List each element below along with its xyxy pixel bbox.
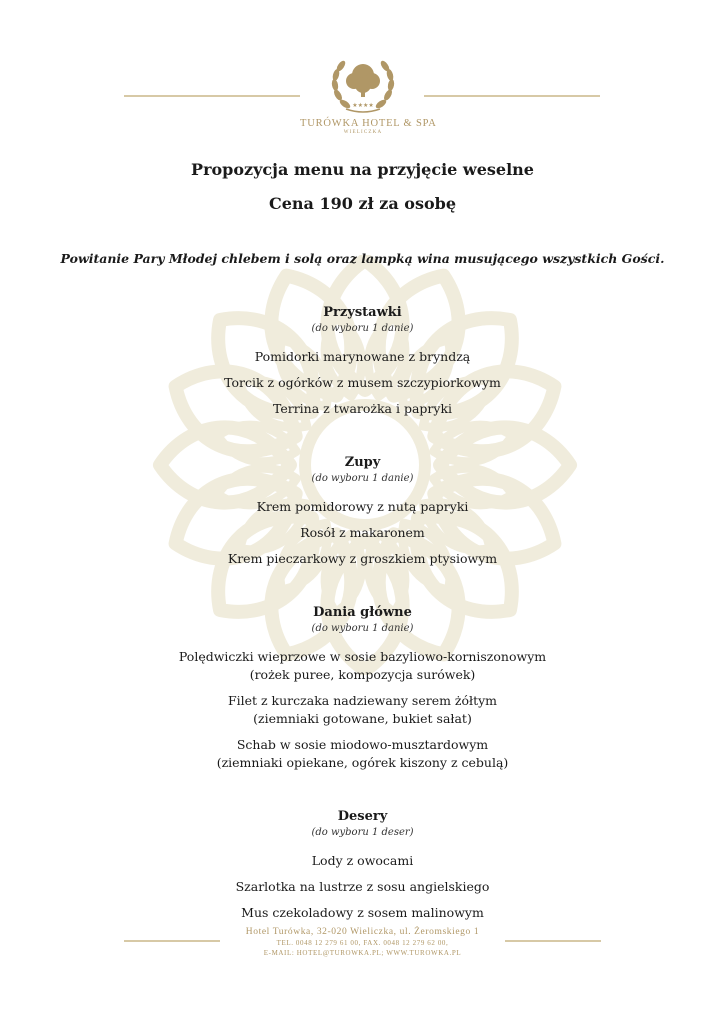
footer-address: Hotel Turówka, 32-020 Wieliczka, ul. Żeromskiego 1 xyxy=(245,927,480,937)
header-rule-left xyxy=(124,95,300,97)
menu-item-name: Rosół z makaronem xyxy=(300,525,425,540)
menu-content xyxy=(0,158,725,930)
menu-item xyxy=(0,648,725,684)
menu-item-name: Polędwiczki wieprzowe w sosie bazyliowo-korniszonowym xyxy=(178,649,547,664)
section-title: Zupy xyxy=(344,455,381,470)
menu-item xyxy=(0,348,725,366)
svg-text:★★★★: ★★★★ xyxy=(352,102,374,109)
logo-text: TURÓWKA HOTEL & SPA xyxy=(300,118,437,129)
footer-contact: E-MAIL: HOTEL@TUROWKA.PL; WWW.TUROWKA.PL xyxy=(263,949,462,957)
menu-item xyxy=(0,374,725,392)
menu-item-note: (ziemniaki gotowane, bukiet sałat) xyxy=(253,711,472,726)
menu-item-name: Szarlotka na lustrze z sosu angielskiego xyxy=(235,879,490,894)
menu-item xyxy=(0,692,725,728)
section-subtitle: (do wyboru 1 danie) xyxy=(311,323,414,334)
menu-item-name: Pomidorki marynowane z bryndzą xyxy=(254,349,471,364)
menu-sections xyxy=(0,304,725,922)
section-subtitle: (do wyboru 1 deser) xyxy=(311,827,414,838)
menu-item-note: (rożek puree, kompozycja surówek) xyxy=(249,667,476,682)
section-dania-glowne xyxy=(0,604,725,772)
logo-town: WIELICZKA xyxy=(343,130,383,135)
menu-item xyxy=(0,498,725,516)
price-heading: Cena 190 zł za osobę xyxy=(268,194,456,213)
menu-item-name: Krem pomidorowy z nutą papryki xyxy=(256,499,469,514)
welcome-text: Powitanie Pary Młodej chlebem i solą oraz lampką wina musującego wszystkich Gości. xyxy=(60,251,665,266)
menu-item-name: Torcik z ogórków z musem szczypiorkowym xyxy=(224,375,501,390)
menu-item-name: Lody z owocami xyxy=(311,853,414,868)
menu-item-name: Filet z kurczaka nadziewany serem żółtym xyxy=(227,693,498,708)
section-subtitle: (do wyboru 1 danie) xyxy=(311,623,414,634)
laurel-tree-icon xyxy=(328,55,398,117)
menu-item-name: Mus czekoladowy z sosem malinowym xyxy=(241,905,484,920)
section-subtitle: (do wyboru 1 danie) xyxy=(311,473,414,484)
hotel-logo xyxy=(300,55,437,135)
section-przystawki xyxy=(0,304,725,418)
section-zupy xyxy=(0,454,725,568)
menu-item-name: Schab w sosie miodowo-musztardowym xyxy=(236,737,489,752)
menu-item xyxy=(0,904,725,922)
menu-item xyxy=(0,736,725,772)
menu-item-note: (ziemniaki opiekane, ogórek kiszony z cebulą) xyxy=(216,755,509,770)
menu-item xyxy=(0,524,725,542)
header-rule-right xyxy=(424,95,600,97)
section-title: Dania główne xyxy=(313,605,412,620)
menu-item xyxy=(0,852,725,870)
menu-item xyxy=(0,550,725,568)
section-title: Przystawki xyxy=(323,305,402,320)
footer xyxy=(0,926,725,958)
section-desery xyxy=(0,808,725,922)
menu-item xyxy=(0,400,725,418)
page-title: Propozycja menu na przyjęcie weselne xyxy=(191,160,534,179)
footer-phone: TEL. 0048 12 279 61 00, FAX. 0048 12 279 62 00, xyxy=(276,939,449,947)
section-title: Desery xyxy=(337,809,388,824)
menu-item-name: Terrina z twarożka i papryki xyxy=(272,401,453,416)
menu-item xyxy=(0,878,725,896)
menu-item-name: Krem pieczarkowy z groszkiem ptysiowym xyxy=(227,551,498,566)
